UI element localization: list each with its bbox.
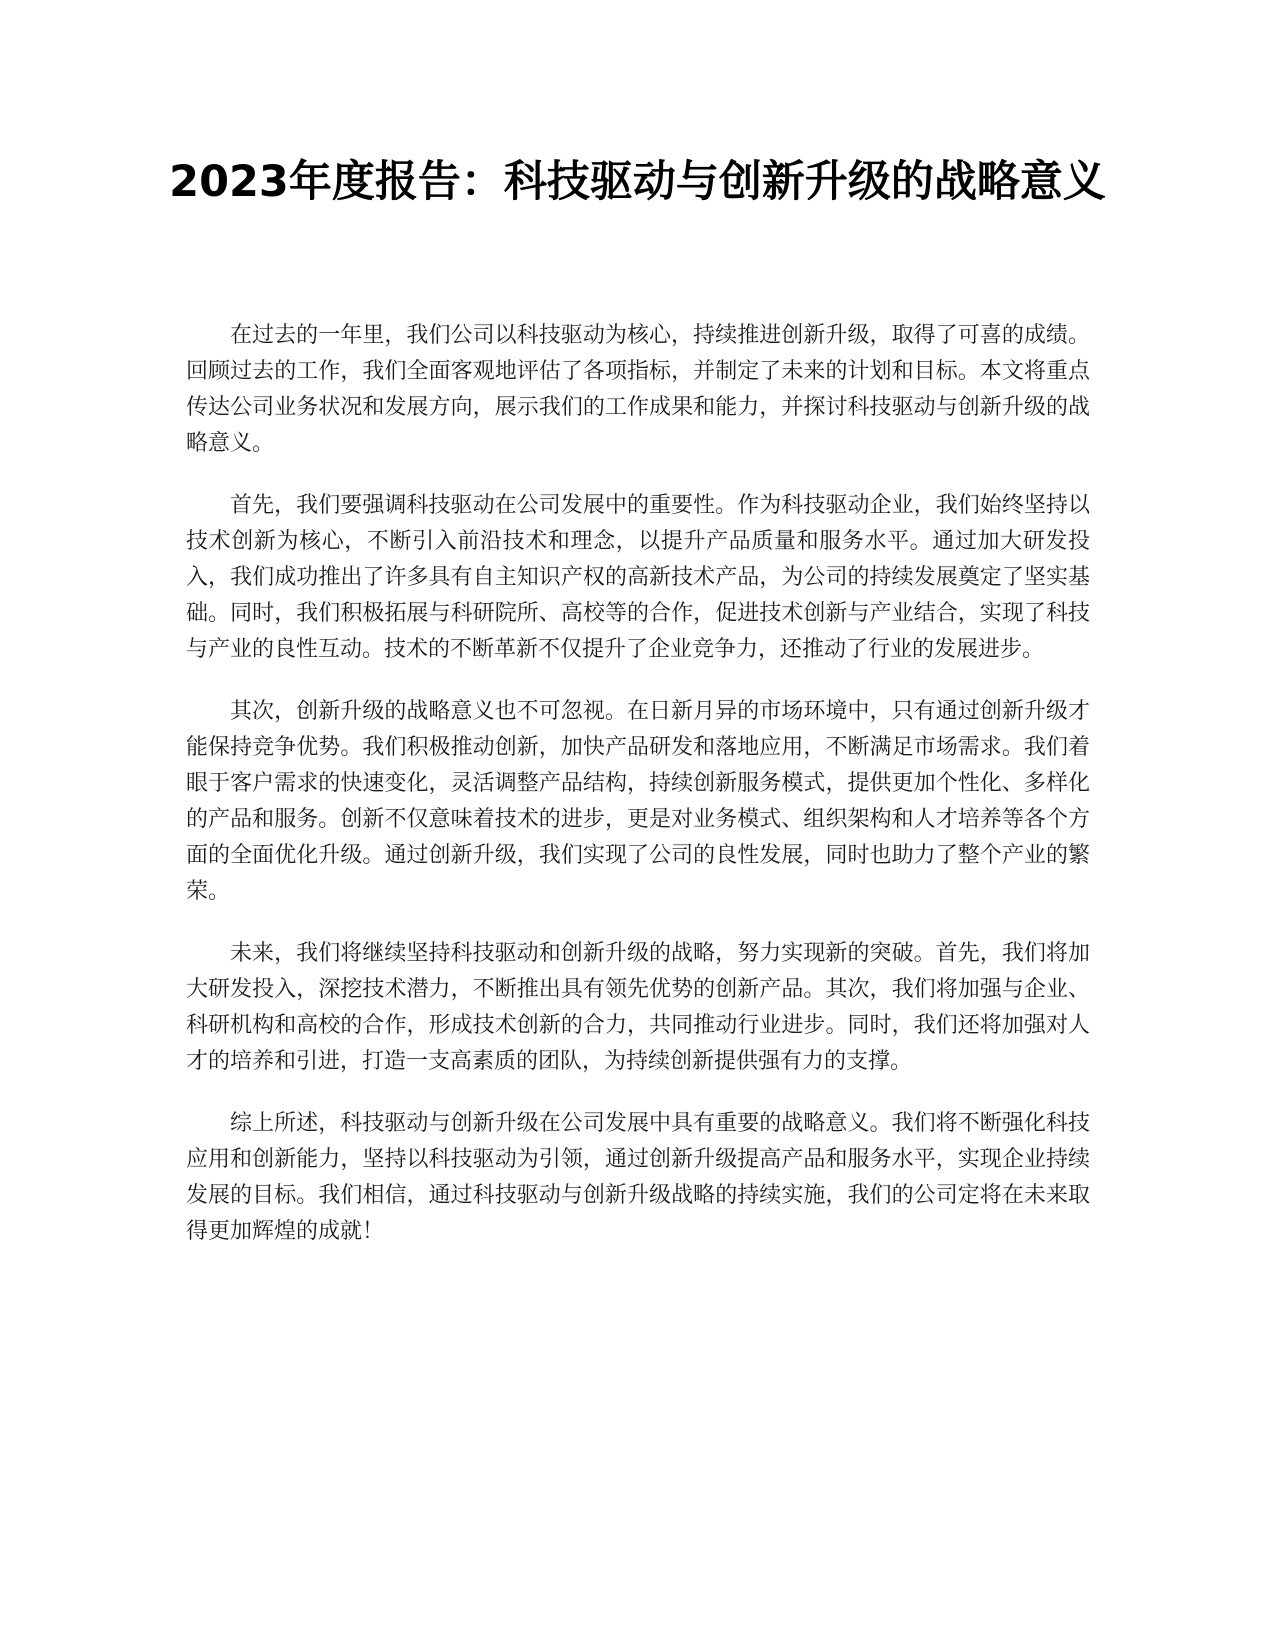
paragraph: 在过去的一年里，我们公司以科技驱动为核心，持续推进创新升级，取得了可喜的成绩。回顾过去的工作，我们全面客观地评估了各项指标，并制定了未来的计划和目标。本文将重点传达公司业务状况和发展方向，展示我们的工作成果和能力，并探讨科技驱动与创新升级的战略意义。 — [186, 323, 1090, 456]
document-body — [186, 318, 1090, 1276]
paragraph: 其次，创新升级的战略意义也不可忽视。在日新月异的市场环境中，只有通过创新升级才能保持竞争优势。我们积极推动创新，加快产品研发和落地应用，不断满足市场需求。我们着眼于客户需求的快速变化，灵活调整产品结构，持续创新服务模式，提供更加个性化、多样化的产品和服务。创新不仅意味着技术的进步，更是对业务模式、组织架构和人才培养等各个方面的全面优化升级。通过创新升级，我们实现了公司的良性发展，同时也助力了整个产业的繁荣。 — [186, 699, 1090, 904]
document-title: 2023年度报告：科技驱动与创新升级的战略意义 — [169, 157, 1106, 207]
paragraph: 综上所述，科技驱动与创新升级在公司发展中具有重要的战略意义。我们将不断强化科技应用和创新能力，坚持以科技驱动为引领，通过创新升级提高产品和服务水平，实现企业持续发展的目标。我们相信，通过科技驱动与创新升级战略的持续实施，我们的公司定将在未来取得更加辉煌的成就！ — [186, 1111, 1090, 1244]
paragraph: 未来，我们将继续坚持科技驱动和创新升级的战略，努力实现新的突破。首先，我们将加大研发投入，深挖技术潜力，不断推出具有领先优势的创新产品。其次，我们将加强与企业、科研机构和高校的合作，形成技术创新的合力，共同推动行业进步。同时，我们还将加强对人才的培养和引进，打造一支高素质的团队，为持续创新提供强有力的支撑。 — [186, 941, 1090, 1074]
paragraph: 首先，我们要强调科技驱动在公司发展中的重要性。作为科技驱动企业，我们始终坚持以技术创新为核心，不断引入前沿技术和理念，以提升产品质量和服务水平。通过加大研发投入，我们成功推出了许多具有自主知识产权的高新技术产品，为公司的持续发展奠定了坚实基础。同时，我们积极拓展与科研院所、高校等的合作，促进技术创新与产业结合，实现了科技与产业的良性互动。技术的不断革新不仅提升了企业竞争力，还推动了行业的发展进步。 — [186, 493, 1090, 662]
